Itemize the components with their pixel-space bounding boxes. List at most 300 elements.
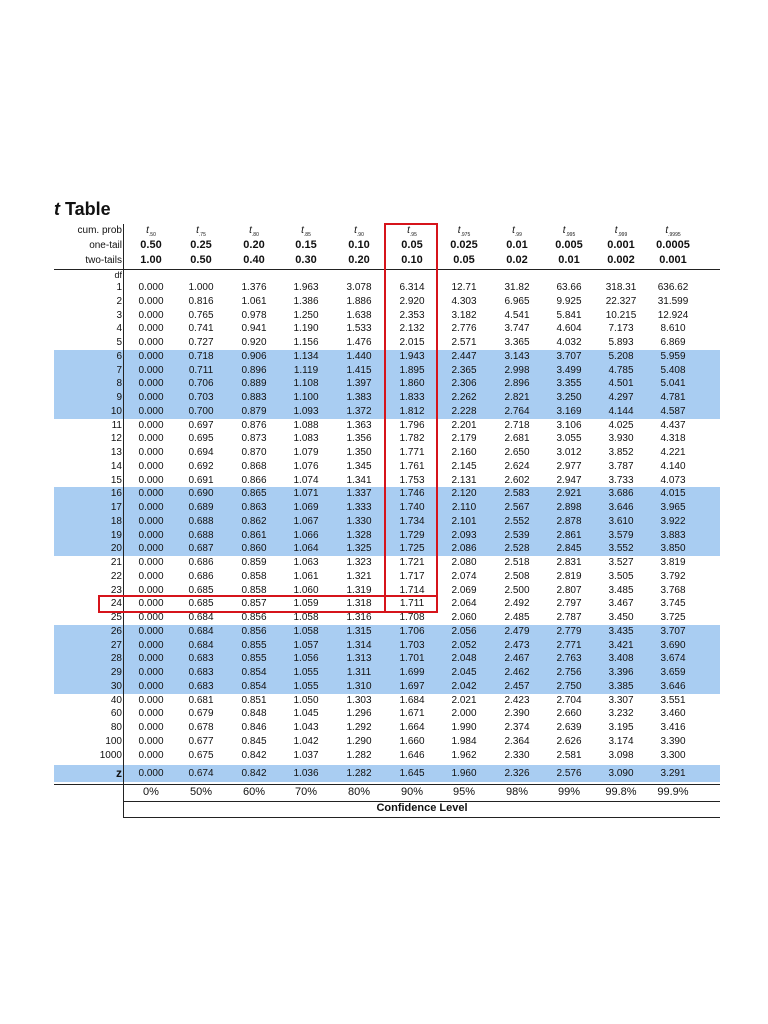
- table-cell: 3.852: [608, 447, 634, 458]
- table-cell: 1.372: [346, 405, 372, 417]
- table-cell: 1.782: [399, 433, 425, 445]
- table-cell: 3.551: [660, 694, 686, 706]
- table-cell: 2.021: [451, 694, 477, 706]
- table-cell: 0.01: [558, 254, 580, 266]
- table-cell: 0.862: [241, 515, 267, 527]
- table-cell: 3.646: [660, 680, 686, 692]
- table-cell: 2.650: [504, 447, 530, 458]
- table-cell: 3.747: [504, 323, 530, 335]
- table-cell: 0.846: [241, 722, 267, 733]
- table-cell: 1.717: [399, 570, 425, 582]
- table-cell: 2.567: [504, 502, 530, 513]
- table-cell: 1.156: [293, 337, 319, 348]
- table-cell: 0.689: [188, 502, 214, 513]
- t-symbol: t: [562, 225, 566, 236]
- table-cell: 0.000: [138, 378, 164, 390]
- table-cell: 3.450: [608, 612, 634, 623]
- df-cell: 11: [111, 419, 122, 431]
- table-cell: 5.208: [608, 350, 634, 362]
- table-cell: 0.906: [241, 350, 267, 362]
- table-cell: 0.000: [138, 722, 164, 733]
- table-cell: 0.854: [241, 667, 267, 678]
- table-cell: 0.879: [241, 405, 267, 417]
- table-cell: 3.527: [608, 557, 634, 568]
- table-row: [54, 721, 720, 735]
- table-cell: 2.080: [451, 557, 477, 568]
- table-cell: 4.297: [608, 392, 634, 403]
- table-cell: 2.374: [504, 722, 530, 733]
- df-cell: 25: [110, 612, 122, 623]
- table-cell: 1.323: [346, 557, 372, 568]
- table-cell: 10.215: [605, 309, 637, 321]
- t-symbol: t: [614, 225, 618, 236]
- table-cell: 0.000: [138, 460, 164, 472]
- z-row: [54, 765, 720, 782]
- table-cell: 3.686: [608, 488, 634, 500]
- df-cell: 2: [116, 295, 122, 307]
- table-cell: 4.144: [608, 405, 634, 417]
- table-cell: 1.315: [346, 625, 372, 637]
- table-cell: 1.699: [399, 667, 425, 678]
- table-cell: 0.000: [138, 309, 164, 321]
- table-cell: 4.140: [660, 460, 686, 472]
- table-cell: 2.048: [451, 653, 477, 665]
- table-cell: 2.160: [451, 447, 477, 458]
- df-cell: 40: [110, 694, 122, 706]
- table-cell: 2.447: [451, 350, 477, 362]
- table-cell: 1.311: [346, 667, 372, 678]
- table-cell: 3.792: [660, 570, 686, 582]
- table-cell: 1.796: [399, 419, 425, 431]
- table-cell: 1.108: [293, 378, 319, 390]
- table-cell: 1.282: [346, 749, 372, 761]
- table-cell: 4.501: [608, 378, 634, 390]
- table-cell: 0.000: [138, 625, 164, 637]
- table-cell: 0.05: [453, 254, 475, 266]
- table-cell: 1.833: [399, 392, 425, 403]
- table-row: [54, 611, 720, 625]
- table-cell: 1.771: [399, 447, 425, 458]
- bottom-line: [124, 817, 720, 818]
- table-cell: 2.201: [451, 419, 477, 431]
- table-cell: 0.002: [607, 254, 635, 266]
- table-cell: 2.571: [451, 337, 477, 348]
- table-cell: 0.10: [348, 239, 370, 251]
- table-cell: 0.700: [188, 405, 214, 417]
- t-symbol: t: [512, 225, 515, 236]
- table-cell: 98%: [505, 786, 529, 799]
- df-cell: 3: [116, 309, 122, 321]
- table-cell: 2.457: [504, 680, 530, 692]
- table-cell: 1.043: [293, 722, 319, 733]
- table-cell: 0.851: [241, 694, 267, 706]
- table-cell: 1.100: [293, 392, 319, 403]
- df-cell: 14: [110, 460, 122, 472]
- table-cell: 1.061: [241, 295, 267, 307]
- table-cell: 3.182: [451, 309, 477, 321]
- table-cell: 0.692: [188, 460, 214, 472]
- table-cell: 4.032: [556, 337, 582, 348]
- table-cell: 60%: [242, 786, 266, 799]
- table-cell: 1.069: [293, 502, 319, 513]
- table-row: [54, 652, 720, 666]
- table-cell: 2.787: [556, 612, 582, 623]
- table-cell: 1.325: [346, 543, 372, 555]
- table-cell: 2.624: [504, 460, 530, 472]
- table-cell: 0.706: [188, 378, 214, 390]
- df-cell: 30: [110, 680, 122, 692]
- table-cell: 2.681: [504, 433, 530, 445]
- z-label: z: [116, 766, 122, 781]
- table-cell: 2.052: [451, 639, 477, 651]
- table-cell: 0.856: [241, 625, 267, 637]
- table-cell: 2.015: [399, 337, 425, 348]
- t-symbol: t: [457, 225, 461, 236]
- table-cell: 0.05: [401, 239, 423, 251]
- table-cell: 0.10: [401, 254, 423, 266]
- table-cell: 0.896: [241, 364, 267, 376]
- table-cell: 2.776: [451, 323, 477, 335]
- table-cell: 2.779: [556, 625, 582, 637]
- table-cell: 1.063: [293, 557, 319, 568]
- table-cell: 1.734: [399, 515, 425, 527]
- table-cell: 636.62: [657, 282, 689, 293]
- table-cell: 1.386: [293, 295, 319, 307]
- table-cell: 1.055: [293, 680, 319, 692]
- table-cell: 0.000: [138, 323, 164, 335]
- table-cell: 2.831: [556, 557, 582, 568]
- table-cell: 0.15: [295, 239, 317, 251]
- table-cell: 3.195: [608, 722, 634, 733]
- cum-prob-subscript: .75: [198, 232, 206, 238]
- table-cell: 2.045: [451, 667, 477, 678]
- table-cell: 0.0005: [656, 239, 690, 251]
- table-cell: 4.073: [660, 474, 686, 486]
- table-cell: 1.319: [346, 584, 372, 596]
- table-cell: 0.816: [188, 295, 214, 307]
- table-cell: 3.098: [608, 749, 634, 761]
- table-cell: 3.646: [608, 502, 634, 513]
- table-cell: 2.110: [451, 502, 477, 513]
- cum-prob-subscript: .80: [251, 232, 259, 238]
- table-cell: 0.687: [188, 543, 214, 555]
- table-cell: 1.055: [293, 667, 319, 678]
- table-cell: 1.960: [451, 768, 477, 780]
- table-cell: 6.869: [660, 337, 686, 348]
- table-cell: 2.518: [504, 557, 530, 568]
- table-cell: 4.437: [660, 419, 686, 431]
- table-cell: 0.000: [138, 337, 164, 348]
- table-cell: 1.746: [399, 488, 425, 500]
- table-cell: 2.500: [504, 584, 530, 596]
- table-cell: 0.863: [241, 502, 267, 513]
- table-cell: 0.000: [138, 419, 164, 431]
- table-cell: 0.865: [241, 488, 267, 500]
- table-cell: 2.492: [504, 598, 530, 610]
- t-symbol: t: [407, 225, 410, 236]
- table-cell: 0.685: [188, 584, 214, 596]
- df-cell: 22: [110, 570, 122, 582]
- df-cell: 26: [110, 625, 122, 637]
- table-cell: 0.000: [138, 282, 164, 293]
- table-cell: 2.064: [451, 598, 477, 610]
- table-cell: 0.684: [188, 625, 214, 637]
- table-cell: 5.408: [660, 364, 686, 376]
- table-cell: 3.552: [608, 543, 634, 555]
- table-cell: 2.528: [504, 543, 530, 555]
- table-cell: 1.714: [399, 584, 425, 596]
- table-cell: 0.686: [188, 557, 214, 568]
- df-cell: 100: [105, 735, 122, 747]
- df-cell: 6: [116, 350, 122, 362]
- table-cell: 1.250: [293, 309, 319, 321]
- table-cell: 2.364: [504, 735, 530, 747]
- table-title: [54, 199, 111, 220]
- table-cell: 2.473: [504, 639, 530, 651]
- table-cell: 3.505: [608, 570, 634, 582]
- table-cell: 0.000: [138, 529, 164, 541]
- table-cell: 0.001: [659, 254, 687, 266]
- cum-prob-subscript: .85: [303, 232, 311, 238]
- table-cell: 3.291: [660, 768, 686, 780]
- table-cell: 2.101: [451, 515, 477, 527]
- table-cell: 2.120: [451, 488, 477, 500]
- table-cell: 0.000: [138, 447, 164, 458]
- table-cell: 1.415: [346, 364, 372, 376]
- table-cell: 0.683: [188, 680, 214, 692]
- table-cell: 1.706: [399, 625, 425, 637]
- table-cell: 1.684: [399, 694, 425, 706]
- table-cell: 1.310: [346, 680, 372, 692]
- table-cell: 0.883: [241, 392, 267, 403]
- table-cell: 3.106: [556, 419, 582, 431]
- table-cell: 2.467: [504, 653, 530, 665]
- table-cell: 2.704: [556, 694, 582, 706]
- table-cell: 0.691: [188, 474, 214, 486]
- table-cell: 1.697: [399, 680, 425, 692]
- table-cell: 0.858: [241, 570, 267, 582]
- table-cell: 2.626: [556, 735, 582, 747]
- table-row: [54, 707, 720, 721]
- table-cell: 1.050: [293, 694, 319, 706]
- cum-prob-subscript: .999: [617, 232, 628, 238]
- table-cell: 1.383: [346, 392, 372, 403]
- table-cell: 0.674: [188, 768, 214, 780]
- table-cell: 0.000: [138, 680, 164, 692]
- table-cell: 3.965: [660, 502, 686, 513]
- table-cell: 0.842: [241, 749, 267, 761]
- table-cell: 2.485: [504, 612, 530, 623]
- table-cell: 1.134: [293, 350, 319, 362]
- cum-prob-subscript: .99: [514, 232, 522, 238]
- table-cell: 2.898: [556, 502, 582, 513]
- table-cell: 12.71: [451, 282, 477, 293]
- table-cell: 0.25: [190, 239, 212, 251]
- table-cell: 0.855: [241, 653, 267, 665]
- table-cell: 1.645: [399, 768, 425, 780]
- df-label: df: [114, 270, 122, 280]
- table-cell: 2.060: [451, 612, 477, 623]
- cum-prob-label: cum. prob: [77, 225, 122, 236]
- table-cell: 0.697: [188, 419, 214, 431]
- table-cell: 7.173: [608, 323, 634, 335]
- table-cell: 3.143: [504, 350, 530, 362]
- table-cell: 1.064: [293, 543, 319, 555]
- table-cell: 3.485: [608, 584, 634, 596]
- table-cell: 0.941: [241, 323, 267, 335]
- table-cell: 0.000: [138, 653, 164, 665]
- table-cell: 2.639: [556, 722, 582, 733]
- table-cell: 0.005: [555, 239, 583, 251]
- table-cell: 2.093: [451, 529, 477, 541]
- table-cell: 0.000: [138, 667, 164, 678]
- table-cell: 5.893: [608, 337, 634, 348]
- cum-prob-subscript: .50: [148, 232, 156, 238]
- table-cell: 2.330: [504, 749, 530, 761]
- table-cell: 1.729: [399, 529, 425, 541]
- table-cell: 3.499: [556, 364, 582, 376]
- table-cell: 3.174: [608, 735, 634, 747]
- table-cell: 0.873: [241, 433, 267, 445]
- table-cell: 1.056: [293, 653, 319, 665]
- table-cell: 1.761: [399, 460, 425, 472]
- table-cell: 1.313: [346, 653, 372, 665]
- table-cell: 2.179: [451, 433, 477, 445]
- table-cell: 1.721: [399, 557, 425, 568]
- table-cell: 3.055: [556, 433, 582, 445]
- table-cell: 99.8%: [605, 786, 637, 799]
- cum-prob-subscript: .95: [409, 232, 417, 238]
- table-cell: 2.056: [451, 625, 477, 637]
- df-cell: 4: [116, 323, 122, 335]
- df-cell: 28: [110, 653, 122, 665]
- table-cell: 1.045: [293, 708, 319, 720]
- df-cell: 24: [110, 598, 122, 610]
- table-cell: 5.959: [660, 350, 686, 362]
- table-cell: 0.000: [138, 612, 164, 623]
- table-cell: 3.078: [346, 282, 372, 293]
- table-cell: 0.000: [138, 405, 164, 417]
- table-cell: 4.318: [660, 433, 686, 445]
- table-row: [54, 666, 720, 680]
- table-cell: 0.718: [188, 350, 214, 362]
- table-cell: 1.333: [346, 502, 372, 513]
- table-cell: 1.066: [293, 529, 319, 541]
- table-cell: 1.282: [346, 768, 372, 780]
- table-cell: 1.00: [140, 254, 162, 266]
- table-cell: 2.326: [504, 768, 530, 780]
- table-cell: 0.703: [188, 392, 214, 403]
- table-cell: 0.695: [188, 433, 214, 445]
- table-row: [54, 694, 720, 708]
- table-cell: 2.479: [504, 625, 530, 637]
- table-cell: 0.889: [241, 378, 267, 390]
- table-cell: 2.086: [451, 543, 477, 555]
- table-cell: 2.069: [451, 584, 477, 596]
- table-cell: 1.860: [399, 378, 425, 390]
- table-cell: 2.756: [556, 667, 582, 678]
- table-cell: 2.819: [556, 570, 582, 582]
- table-cell: 3.690: [660, 639, 686, 651]
- table-row: [54, 680, 720, 694]
- table-cell: 0.000: [138, 515, 164, 527]
- table-cell: 1.753: [399, 474, 425, 486]
- table-cell: 0.711: [188, 364, 214, 376]
- table-cell: 2.581: [556, 749, 582, 761]
- table-cell: 1.071: [293, 488, 319, 500]
- table-cell: 0.000: [138, 502, 164, 513]
- cum-prob-subscript: .975: [460, 232, 471, 238]
- table-cell: 99.9%: [657, 786, 689, 799]
- table-cell: 1.962: [451, 749, 477, 761]
- confidence-row: [54, 786, 720, 800]
- table-cell: 1.725: [399, 543, 425, 555]
- table-cell: 3.460: [660, 708, 686, 720]
- table-cell: 0.765: [188, 309, 214, 321]
- table-cell: 3.232: [608, 708, 634, 720]
- t-symbol: t: [354, 225, 357, 236]
- table-cell: 2.228: [451, 405, 477, 417]
- table-cell: 2.977: [556, 460, 582, 472]
- table-cell: 1.711: [399, 598, 425, 610]
- df-cell: 1: [116, 282, 122, 293]
- table-cell: 0.683: [188, 667, 214, 678]
- table-cell: 1.093: [293, 405, 319, 417]
- table-cell: 0.000: [138, 708, 164, 720]
- table-cell: 3.819: [660, 557, 686, 568]
- table-cell: 0.842: [241, 768, 267, 780]
- table-cell: 0.855: [241, 639, 267, 651]
- table-cell: 2.878: [556, 515, 582, 527]
- table-cell: 0.001: [607, 239, 635, 251]
- df-cell: 19: [110, 529, 122, 541]
- table-cell: 0.876: [241, 419, 267, 431]
- df-cell: 7: [116, 364, 122, 376]
- table-cell: 0.870: [241, 447, 267, 458]
- table-cell: 2.423: [504, 694, 530, 706]
- table-cell: 1.330: [346, 515, 372, 527]
- table-cell: 70%: [294, 786, 318, 799]
- table-cell: 1.397: [346, 378, 372, 390]
- table-cell: 0.50: [190, 254, 212, 266]
- table-cell: 3.250: [556, 392, 582, 403]
- table-cell: 0.868: [241, 460, 267, 472]
- table-cell: 3.307: [608, 694, 634, 706]
- table-cell: 4.221: [660, 447, 686, 458]
- table-cell: 0.000: [138, 584, 164, 596]
- table-cell: 99%: [557, 786, 581, 799]
- df-cell: 20: [110, 543, 122, 555]
- table-cell: 0.000: [138, 474, 164, 486]
- table-cell: 1.701: [399, 653, 425, 665]
- table-cell: 3.408: [608, 653, 634, 665]
- table-cell: 2.131: [451, 474, 477, 486]
- table-cell: 318.31: [605, 282, 637, 293]
- table-cell: 2.042: [451, 680, 477, 692]
- table-cell: 0.01: [506, 239, 528, 251]
- table-cell: 0.675: [188, 749, 214, 761]
- table-cell: 0.30: [295, 254, 317, 266]
- table-cell: 0.000: [138, 570, 164, 582]
- table-cell: 1.190: [293, 323, 319, 335]
- table-cell: 1.356: [346, 433, 372, 445]
- table-cell: 3.930: [608, 433, 634, 445]
- table-cell: 1.376: [241, 282, 267, 293]
- table-cell: 2.921: [556, 488, 582, 500]
- table-cell: 0.858: [241, 584, 267, 596]
- table-cell: 0.694: [188, 447, 214, 458]
- table-cell: 3.355: [556, 378, 582, 390]
